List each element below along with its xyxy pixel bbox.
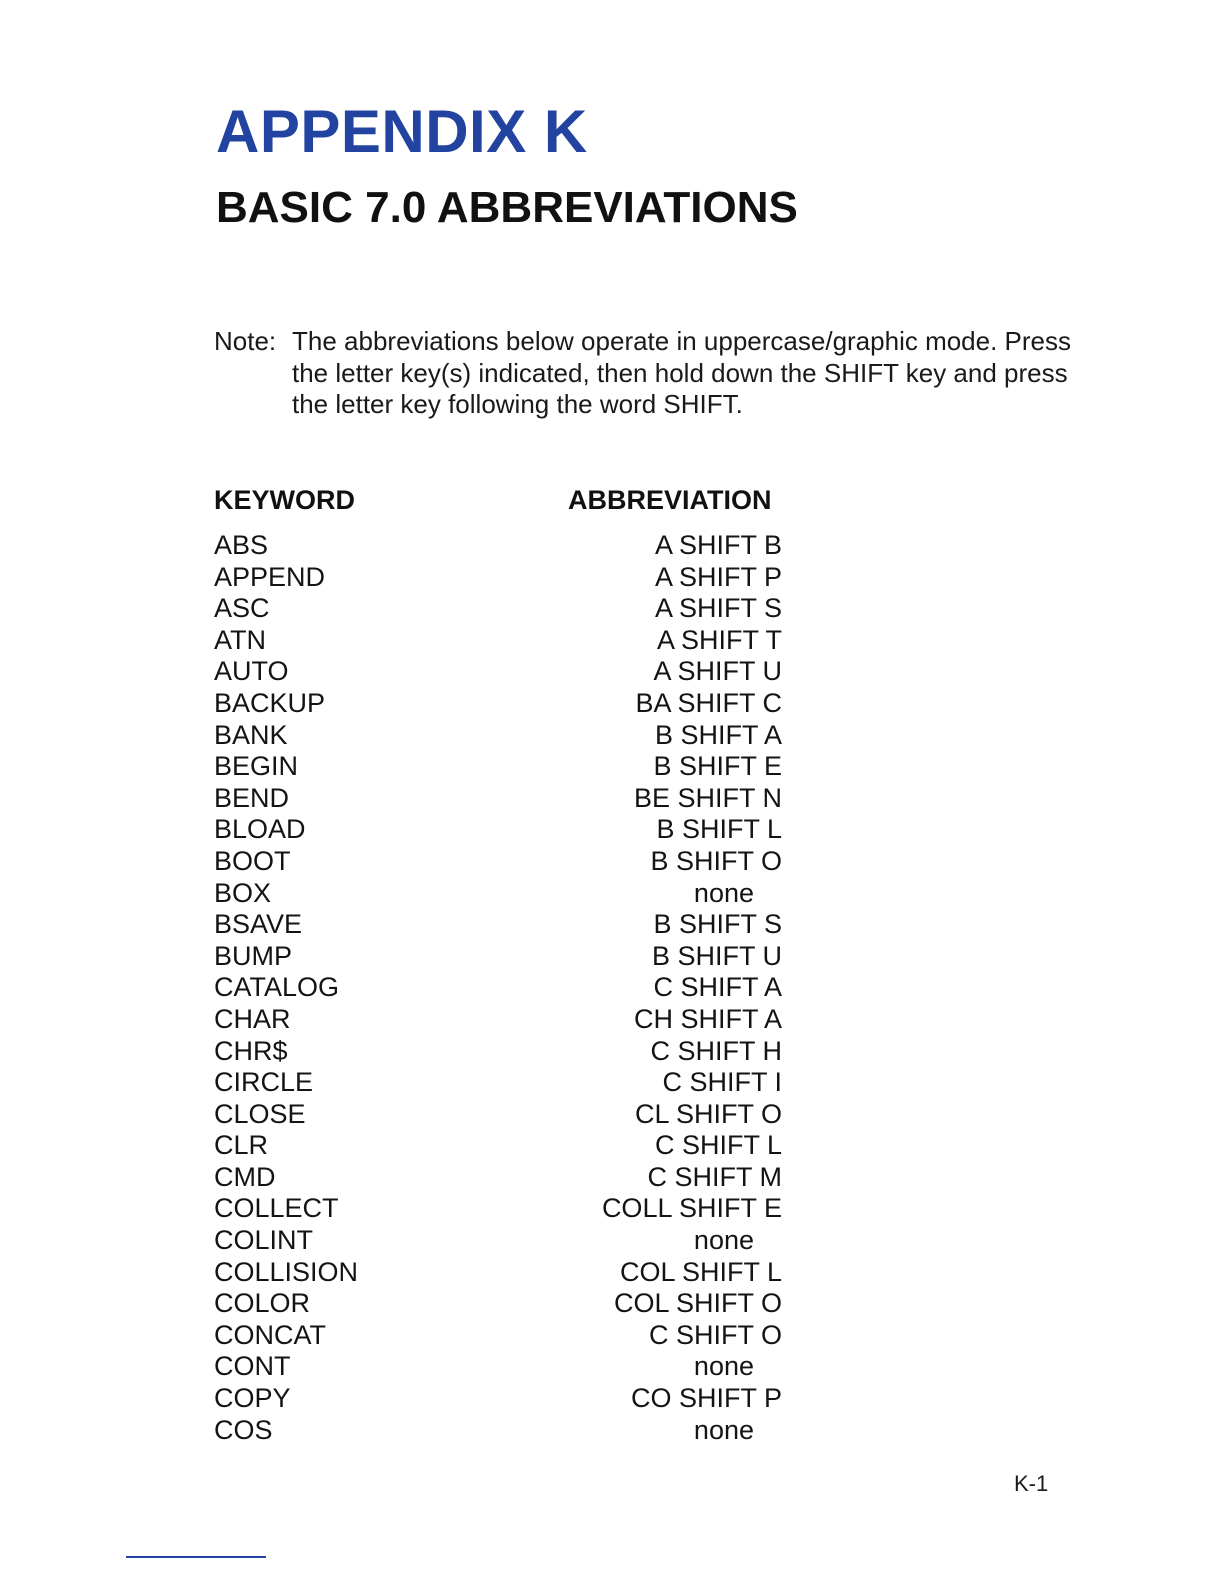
- table-row: [214, 1257, 794, 1289]
- table-row: [214, 941, 794, 973]
- keyword-cell: CLOSE: [214, 1098, 306, 1129]
- keyword-cell: ASC: [214, 593, 270, 624]
- table-row: [214, 1193, 794, 1225]
- table-row: [214, 720, 794, 752]
- table-row: [214, 1351, 794, 1383]
- abbreviation-cell: A SHIFT P: [654, 561, 782, 592]
- table-row: [214, 751, 794, 783]
- keyword-cell: COLLISION: [214, 1256, 359, 1287]
- abbreviation-cell: C SHIFT M: [647, 1161, 782, 1192]
- abbreviation-cell: CH SHIFT A: [633, 1003, 782, 1034]
- abbreviation-cell: A SHIFT T: [656, 624, 782, 655]
- table-row: [214, 909, 794, 941]
- abbreviation-cell: C SHIFT L: [654, 1130, 782, 1161]
- abbreviation-cell: C SHIFT A: [653, 972, 782, 1003]
- page-number: K-1: [1014, 1471, 1049, 1496]
- keyword-cell: COLLECT: [214, 1193, 339, 1224]
- abbreviation-cell: COLL SHIFT E: [601, 1193, 782, 1224]
- keyword-cell: ABS: [214, 530, 269, 560]
- abbreviation-cell: COL SHIFT O: [613, 1288, 782, 1319]
- keyword-cell: CATALOG: [214, 972, 340, 1003]
- keyword-cell: COLOR: [214, 1288, 311, 1319]
- table-row: [214, 1067, 794, 1099]
- keyword-cell: BANK: [214, 719, 288, 750]
- keyword-cell: BEND: [214, 782, 290, 813]
- table-row: [214, 1130, 794, 1162]
- abbreviation-cell: CL SHIFT O: [634, 1098, 782, 1129]
- keyword-cell: BACKUP: [214, 687, 326, 718]
- abbreviation-cell: A SHIFT U: [653, 656, 782, 687]
- table-row: [214, 1225, 794, 1257]
- table-row: [214, 814, 794, 846]
- table-row: [214, 688, 794, 720]
- abbreviation-cell: B SHIFT O: [650, 845, 782, 876]
- bottom-rule: [126, 1556, 266, 1558]
- keyword-cell: BEGIN: [214, 751, 299, 782]
- abbreviation-cell: CO SHIFT P: [630, 1383, 782, 1414]
- keyword-cell: CMD: [214, 1161, 276, 1192]
- abbreviation-cell: none: [693, 1225, 754, 1256]
- appendix-title: APPENDIX K: [216, 98, 588, 165]
- page-title: BASIC 7.0 ABBREVIATIONS: [216, 183, 798, 232]
- table-row: [214, 1162, 794, 1194]
- abbreviation-table: [214, 530, 794, 1446]
- abbreviation-cell: B SHIFT L: [656, 814, 782, 845]
- keyword-cell: BUMP: [214, 940, 293, 971]
- keyword-cell: CHAR: [214, 1003, 291, 1034]
- table-row: [214, 593, 794, 625]
- abbreviation-cell: B SHIFT U: [651, 940, 782, 971]
- abbreviation-cell: none: [693, 877, 754, 908]
- table-row: [214, 1036, 794, 1068]
- abbreviation-cell: C SHIFT H: [650, 1035, 782, 1066]
- keyword-cell: ATN: [214, 624, 266, 655]
- note-block: [214, 326, 1094, 421]
- table-row: [214, 1320, 794, 1352]
- note-text: The abbreviations below operate in uppercase/graphic mode. Press the letter key(s) indicated, then hold down the SHIFT key and press the letter key following the word SHIFT.: [292, 326, 1072, 419]
- abbreviation-cell: BA SHIFT C: [635, 687, 782, 718]
- abbreviation-cell: C SHIFT I: [662, 1067, 782, 1098]
- table-row: [214, 1288, 794, 1320]
- abbreviation-cell: B SHIFT A: [654, 719, 782, 750]
- table-row: [214, 562, 794, 594]
- keyword-cell: CONCAT: [214, 1319, 326, 1350]
- abbreviation-cell: B SHIFT S: [653, 909, 782, 940]
- table-row: [214, 1415, 794, 1447]
- keyword-cell: BOX: [214, 877, 272, 908]
- table-row: [214, 1004, 794, 1036]
- abbreviation-cell: none: [693, 1414, 754, 1445]
- abbreviation-cell: A SHIFT S: [654, 593, 782, 624]
- abbreviation-cell: B SHIFT E: [653, 751, 782, 782]
- abbreviation-cell: A SHIFT B: [654, 530, 782, 560]
- keyword-cell: CHR$: [214, 1035, 288, 1066]
- abbreviation-cell: C SHIFT O: [648, 1319, 782, 1350]
- abbreviation-column-header: ABBREVIATION: [568, 485, 772, 515]
- keyword-cell: BSAVE: [214, 909, 303, 940]
- table-row: [214, 972, 794, 1004]
- keyword-cell: CIRCLE: [214, 1067, 314, 1098]
- table-row: [214, 783, 794, 815]
- keyword-cell: AUTO: [214, 656, 289, 687]
- keyword-cell: CONT: [214, 1351, 291, 1382]
- abbreviation-cell: none: [693, 1351, 754, 1382]
- keyword-cell: APPEND: [214, 561, 326, 592]
- note-label: Note:: [214, 326, 277, 356]
- table-row: [214, 656, 794, 688]
- table-row: [214, 878, 794, 910]
- keyword-cell: COPY: [214, 1383, 291, 1414]
- keyword-cell: COS: [214, 1414, 273, 1445]
- table-row: [214, 530, 794, 562]
- abbreviation-cell: COL SHIFT L: [619, 1256, 782, 1287]
- table-row: [214, 1383, 794, 1415]
- keyword-cell: CLR: [214, 1130, 269, 1161]
- keyword-cell: BLOAD: [214, 814, 306, 845]
- table-row: [214, 1099, 794, 1131]
- abbreviation-cell: BE SHIFT N: [633, 782, 782, 813]
- table-row: [214, 846, 794, 878]
- keyword-column-header: KEYWORD: [214, 485, 355, 515]
- keyword-cell: BOOT: [214, 845, 291, 876]
- keyword-cell: COLINT: [214, 1225, 314, 1256]
- table-row: [214, 625, 794, 657]
